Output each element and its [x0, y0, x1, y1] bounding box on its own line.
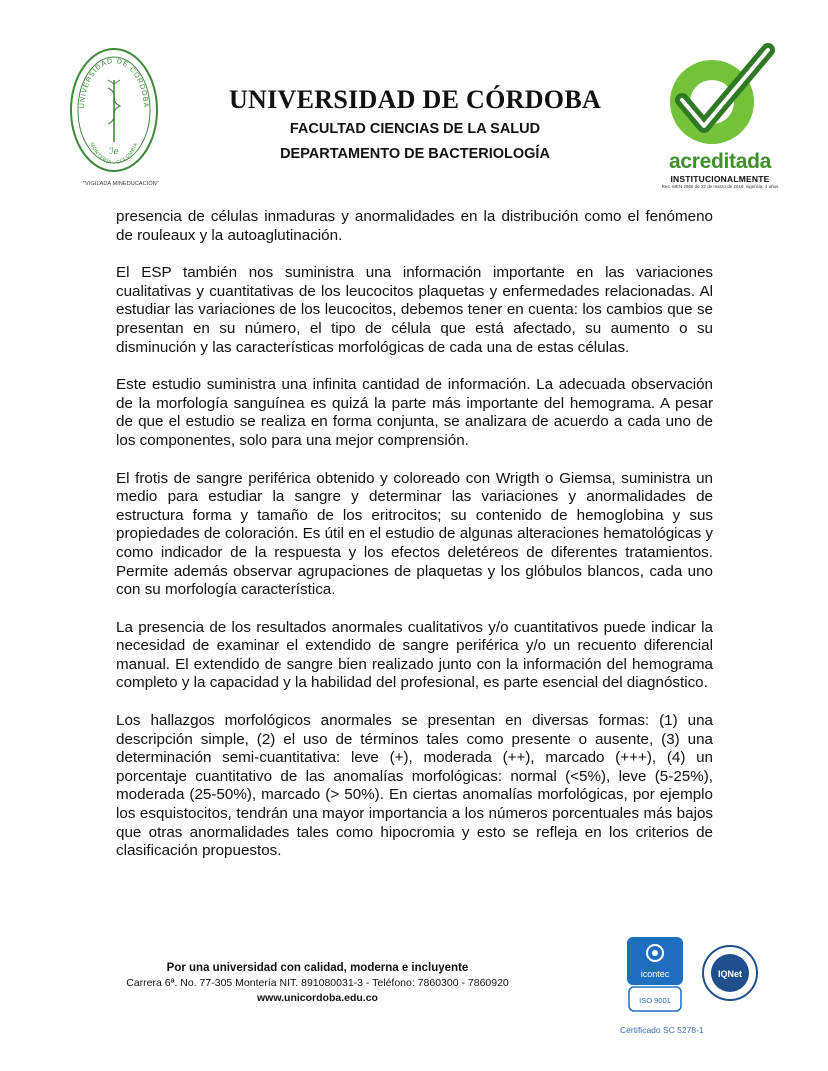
svg-text:UNIVERSIDAD DE CÓRDOBA: UNIVERSIDAD DE CÓRDOBA: [78, 57, 150, 109]
certificate-code: Certificado SC 5278-1: [620, 1025, 704, 1035]
paragraph: La presencia de los resultados anormales cualitativos y/o cuantitativos puede indicar la necesidad de examinar el extendido de sangre periférica y/o un recuento diferencial manual. El extendido de sangre bien realizado junto con la información del hemograma completo y la capacidad y la habilidad del profesional, es parte esencial del diagnóstico.: [116, 618, 713, 692]
paragraph: Los hallazgos morfológicos anormales se presentan en diversas formas: (1) una descripción simple, (2) el uso de términos tales como presente o ausente, (3) una determinación semi-cuantitativa: leve (+), moderada (++), marcado (+++), (4) un porcentaje cuantitativo de las anomalías morfológicas: normal (<5%), leve (5-25%), moderada (25-50%), marcado (> 50%). En ciertas anomalías morfológicas, por ejemplo los esquistocitos, tendrán una mayor importancia a los números porcentuales más bajos que otras anormalidades tales como hipocromia y esto se refleja en los criterios de clasificación propuestos.: [116, 712, 713, 860]
seal-caption: "VIGILADA MINEDUCACIÓN": [83, 181, 159, 187]
university-name: UNIVERSIDAD DE CÓRDOBA: [228, 85, 602, 114]
footer: [110, 960, 525, 1006]
paragraph: presencia de células inmaduras y anormalidades en la distribución como el fenómeno de rouleaux y la autoaglutinación.: [116, 208, 713, 244]
header-titles: [215, 85, 615, 164]
paragraph: El frotis de sangre periférica obtenido y coloreado con Wrigth o Giemsa, suministra un medio para estudiar la sangre y determinar las variaciones y anormalidades de estructura forma y tamaño de los eritrocitos; su contenido de hemoglobina y sus propiedades de coloración. Es útil en el estudio de algunas alteraciones hematológicas y como indicador de la respuesta y los efectos deletéreos de diferentes tratamientos. Permite además observar agrupaciones de plaquetas y los glóbulos blancos, cada uno con su morfología característica.: [116, 469, 713, 599]
accreditation-word: acreditada: [668, 150, 772, 173]
iqnet-certification-logo: [700, 943, 760, 1003]
icontec-certification-logo: [625, 935, 685, 1015]
svg-text:MONTERÍA - COLOMBIA: MONTERÍA - COLOMBIA: [88, 141, 140, 167]
footer-address: Carrera 6ª. No. 77-305 Montería NIT. 891080031-3 - Teléfono: 7860300 - 7860920: [126, 977, 509, 989]
paragraph: El ESP también nos suministra una información importante en las variaciones cualitativas y cuantitativas de los leucocitos plaquetas y enfermedades relacionadas. Al estudiar las variaciones de los leucocitos, debemos tener en cuenta: los cambios que se presentan en su número, el tipo de célula que está afectado, su aumento o su disminución y las características morfológicas de cada una de estas células.: [116, 264, 713, 356]
svg-text:ℐℯ: ℐℯ: [109, 146, 119, 156]
faculty-name: FACULTAD CIENCIAS DE LA SALUD: [289, 121, 541, 137]
accreditation-subtitle: INSTITUCIONALMENTE: [670, 174, 770, 184]
accreditation-resolution: Res. MEN 2966 de 22 de marzo de 2019, vigencia: 4 años: [661, 184, 779, 189]
department-name: DEPARTAMENTO DE BACTERIOLOGÍA: [280, 146, 550, 162]
university-seal-logo: [68, 46, 160, 174]
icontec-label: icontec: [640, 969, 670, 979]
footer-slogan: Por una universidad con calidad, moderna e incluyente: [166, 962, 469, 974]
iso-label: ISO 9001: [639, 996, 671, 1005]
footer-website[interactable]: www.unicordoba.edu.co: [257, 992, 378, 1004]
paragraph: Este estudio suministra una infinita cantidad de información. La adecuada observación de la morfología sanguínea es quizá la parte más importante del hemograma. A pesar de que el estudio se realiza en forma conjunta, se analizara de acuerdo a cada uno de los componentes, solo para una mejor comprensión.: [116, 376, 713, 449]
iqnet-label: IQNet: [717, 969, 743, 979]
document-body: [116, 208, 713, 861]
